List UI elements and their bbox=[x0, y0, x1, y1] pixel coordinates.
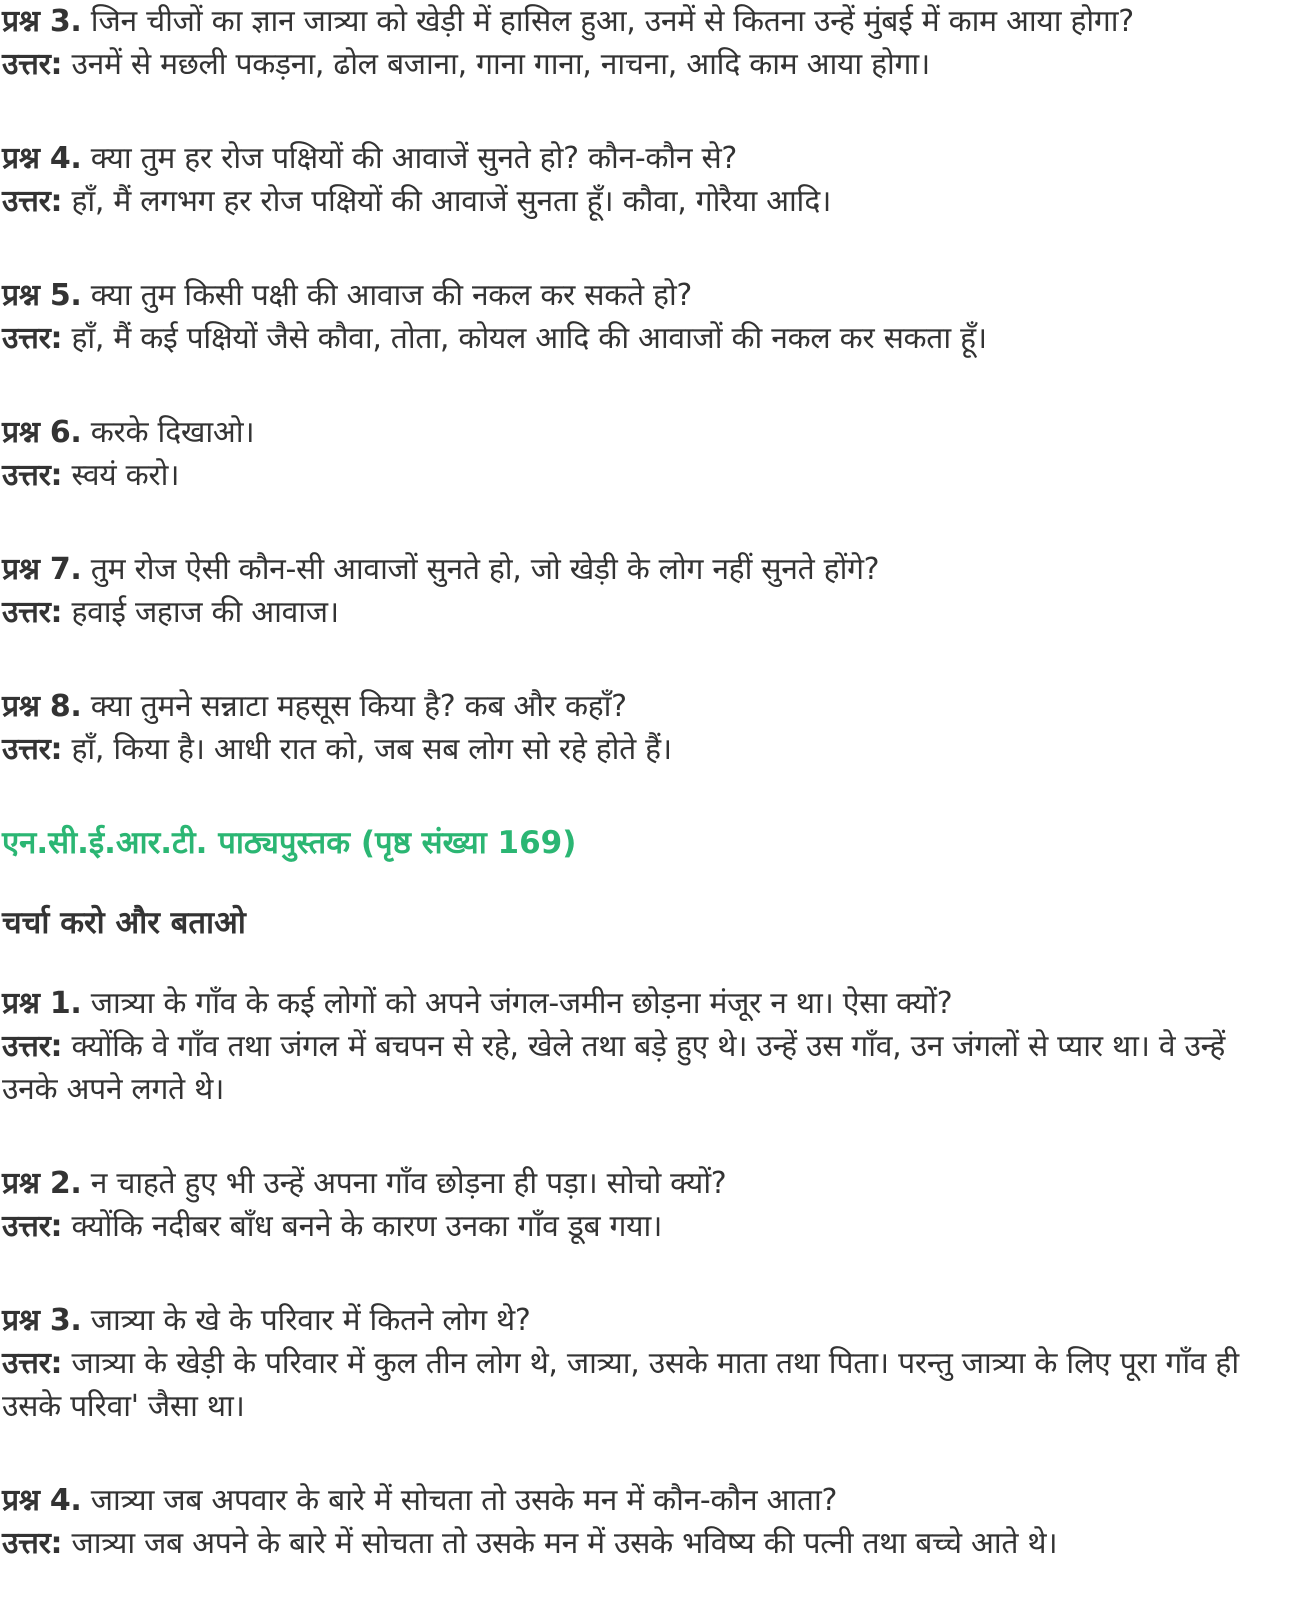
question-line bbox=[2, 0, 1292, 43]
question-line bbox=[2, 137, 1292, 180]
question-label: प्रश्न 6. bbox=[2, 415, 82, 450]
question-label: प्रश्न 4. bbox=[2, 141, 82, 176]
answer-label: उत्तर: bbox=[2, 184, 63, 219]
answer-text: हाँ, मैं कई पक्षियों जैसे कौवा, तोता, कोयल आदि की आवाजों की नकल कर सकता हूँ। bbox=[71, 321, 987, 356]
question-line bbox=[2, 1479, 1292, 1522]
question-label: प्रश्न 3. bbox=[2, 1303, 82, 1338]
question-label: प्रश्न 1. bbox=[2, 986, 82, 1021]
question-text: करके दिखाओ। bbox=[90, 415, 255, 450]
qa-item-q3b bbox=[2, 1299, 1292, 1428]
question-text: जात्र्या जब अपवार के बारे में सोचता तो उसके मन में कौन-कौन आता? bbox=[90, 1483, 838, 1518]
section-heading: एन.सी.ई.आर.टी. पाठ्यपुस्तक (पृष्ठ संख्या 169) bbox=[2, 825, 577, 861]
qa-item-q5 bbox=[2, 274, 1292, 360]
answer-line bbox=[2, 1025, 1282, 1111]
answer-label: उत्तर: bbox=[2, 595, 63, 630]
answer-label: उत्तर: bbox=[2, 1346, 63, 1381]
answer-text: हाँ, मैं लगभग हर रोज पक्षियों की आवाजें सुनता हूँ। कौवा, गोरैया आदि। bbox=[71, 184, 832, 219]
question-label: प्रश्न 7. bbox=[2, 552, 82, 587]
question-label: प्रश्न 4. bbox=[2, 1483, 82, 1518]
question-text: जात्र्या के खे के परिवार में कितने लोग थे? bbox=[90, 1303, 531, 1338]
answer-label: उत्तर: bbox=[2, 458, 63, 493]
answer-line bbox=[2, 1342, 1282, 1428]
question-text: क्या तुम हर रोज पक्षियों की आवाजें सुनते हो? कौन-कौन से? bbox=[90, 141, 738, 176]
answer-line bbox=[2, 1205, 1292, 1248]
question-line bbox=[2, 685, 1292, 728]
question-text: क्या तुमने सन्नाटा महसूस किया है? कब और कहाँ? bbox=[90, 689, 627, 724]
section-subheading: चर्चा करो और बताओ bbox=[2, 905, 246, 941]
qa-item-q4 bbox=[2, 137, 1292, 223]
answer-line bbox=[2, 1522, 1292, 1565]
answer-line bbox=[2, 43, 1292, 86]
answer-line bbox=[2, 180, 1292, 223]
question-line bbox=[2, 1299, 1292, 1342]
question-text: क्या तुम किसी पक्षी की आवाज की नकल कर सकते हो? bbox=[90, 278, 693, 313]
answer-text: क्योंकि वे गाँव तथा जंगल में बचपन से रहे, खेले तथा बड़े हुए थे। उन्हें उस गाँव, उन जंगलों से प्यार था। वे उन्हें उनके अपने लगते थे। bbox=[2, 1029, 1225, 1107]
answer-text: जात्र्या के खेड़ी के परिवार में कुल तीन लोग थे, जात्र्या, उसके माता तथा पिता। परन्तु जात्र्या के लिए पूरा गाँव ही उसके परिवा' जैसा था। bbox=[2, 1346, 1239, 1424]
question-label: प्रश्न 8. bbox=[2, 689, 82, 724]
question-label: प्रश्न 2. bbox=[2, 1166, 82, 1201]
answer-text: स्वयं करो। bbox=[71, 458, 180, 493]
answer-text: क्योंकि नदीबर बाँध बनने के कारण उनका गाँव डूब गया। bbox=[71, 1209, 663, 1244]
qa-item-q2 bbox=[2, 1162, 1292, 1248]
answer-line bbox=[2, 728, 1292, 771]
qa-item-q8 bbox=[2, 685, 1292, 771]
question-line bbox=[2, 982, 1292, 1025]
answer-label: उत्तर: bbox=[2, 732, 63, 767]
qa-item-q6 bbox=[2, 411, 1292, 497]
qa-item-q4b bbox=[2, 1479, 1292, 1565]
answer-label: उत्तर: bbox=[2, 321, 63, 356]
document-page bbox=[2, 0, 1292, 1565]
answer-text: हाँ, किया है। आधी रात को, जब सब लोग सो रहे होते हैं। bbox=[71, 732, 672, 767]
answer-label: उत्तर: bbox=[2, 1209, 63, 1244]
question-label: प्रश्न 3. bbox=[2, 4, 82, 39]
answer-label: उत्तर: bbox=[2, 1029, 63, 1064]
question-line bbox=[2, 411, 1292, 454]
qa-item-q7 bbox=[2, 548, 1292, 634]
question-line bbox=[2, 274, 1292, 317]
answer-label: उत्तर: bbox=[2, 47, 63, 82]
answer-label: उत्तर: bbox=[2, 1526, 63, 1561]
question-line bbox=[2, 548, 1292, 591]
answer-text: हवाई जहाज की आवाज। bbox=[71, 595, 339, 630]
question-text: जिन चीजों का ज्ञान जात्र्या को खेड़ी में हासिल हुआ, उनमें से कितना उन्हें मुंबई में काम आया होगा? bbox=[90, 4, 1134, 39]
question-label: प्रश्न 5. bbox=[2, 278, 82, 313]
answer-text: जात्र्या जब अपने के बारे में सोचता तो उसके मन में उसके भविष्य की पत्नी तथा बच्चे आते थे। bbox=[71, 1526, 1058, 1561]
question-text: न चाहते हुए भी उन्हें अपना गाँव छोड़ना ही पड़ा। सोचो क्यों? bbox=[90, 1166, 727, 1201]
qa-item-q3 bbox=[2, 0, 1292, 86]
answer-text: उनमें से मछली पकड़ना, ढोल बजाना, गाना गाना, नाचना, आदि काम आया होगा। bbox=[71, 47, 930, 82]
qa-item-q1 bbox=[2, 982, 1292, 1111]
question-text: तुम रोज ऐसी कौन-सी आवाजों सुनते हो, जो खेड़ी के लोग नहीं सुनते होंगे? bbox=[90, 552, 880, 587]
question-line bbox=[2, 1162, 1292, 1205]
answer-line bbox=[2, 454, 1292, 497]
answer-line bbox=[2, 591, 1292, 634]
question-text: जात्र्या के गाँव के कई लोगों को अपने जंगल-जमीन छोड़ना मंजूर न था। ऐसा क्यों? bbox=[90, 986, 953, 1021]
answer-line bbox=[2, 317, 1292, 360]
